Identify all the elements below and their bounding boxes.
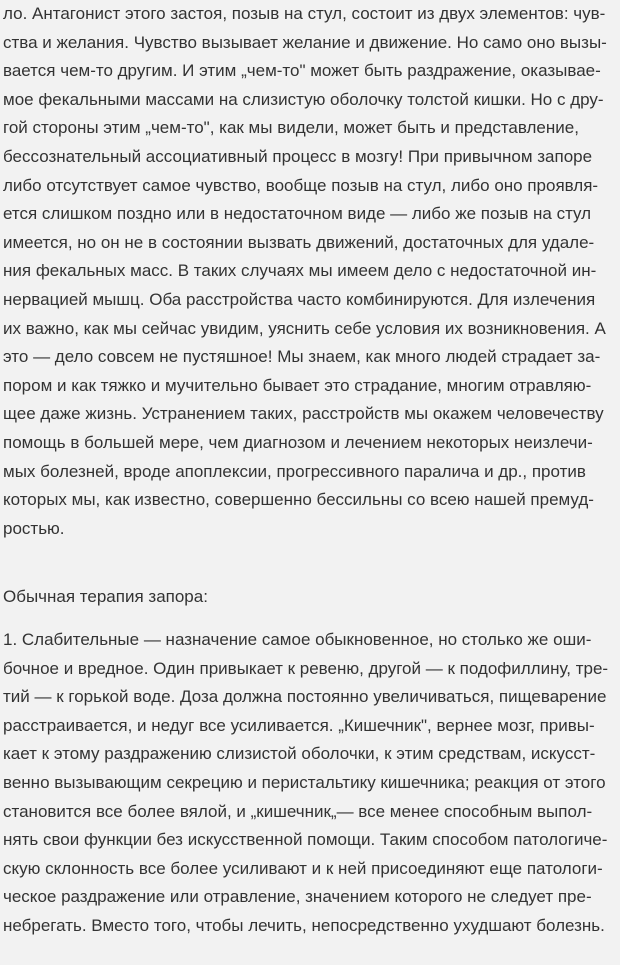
- text-line: которых мы, как известно, совершенно бессильны со всею нашей премуд-: [3, 490, 594, 510]
- text-line: ческое раздражение или отравление, значением которого не следует пре-: [3, 887, 592, 907]
- text-line: кает к этому раздражению слизистой оболочки, к этим средствам, искусст-: [3, 744, 596, 764]
- text-line: имеется, но он не в состоянии вызвать движений, достаточных для удале-: [3, 232, 595, 252]
- text-line: бочное и вредное. Один привыкает к ревеню, другой — к подофиллину, тре-: [3, 658, 609, 678]
- text-line: венно вызывающим секрецию и перистальтику кишечника; реакция от этого: [3, 772, 606, 792]
- paragraph-body-2: [3, 626, 608, 941]
- text-line: 1. Слабительные — назначение самое обыкновенное, но столько же оши-: [3, 630, 592, 649]
- text-line: щее даже жизнь. Устранением таких, расстройств мы окажем человечеству: [3, 404, 604, 424]
- text-line: ется слишком поздно или в недостаточном виде — либо же позыв на стул: [3, 204, 592, 224]
- text-line: ния фекальных масс. В таких случаях мы имеем дело с недостаточной ин-: [3, 261, 597, 281]
- text-line: нервацией мышц. Оба расстройства часто комбинируются. Для излечения: [3, 289, 596, 309]
- text-line: их важно, как мы сейчас увидим, уяснить себе условия их возникновения. А: [3, 318, 606, 338]
- text-line: ства и желания. Чувство вызывает желание и движение. Но само оно вызы-: [3, 32, 607, 52]
- text-line: становится все более вялой, и „кишечник„— все менее способным выпол-: [3, 801, 593, 821]
- text-line: помощь в большей мере, чем диагнозом и лечением некоторых неизлечи-: [3, 432, 593, 452]
- text-line: Обычная терапия запора:: [3, 587, 208, 606]
- text-line: ло. Антагонист этого застоя, позыв на стул, состоит из двух элементов: чув-: [3, 4, 606, 23]
- section-heading-paragraph: [3, 583, 208, 612]
- text-line: расстраивается, и недуг все усиливается. „Кишечник", вернее мозг, привы-: [3, 715, 595, 735]
- text-line: это — дело совсем не пустяшное! Мы знаем, как много людей страдает за-: [3, 347, 601, 367]
- text-line: бессознательный ассоциативный процесс в мозгу! При привычном запоре: [3, 146, 593, 166]
- text-line: мых болезней, вроде апоплексии, прогрессивного паралича и др., против: [3, 461, 586, 481]
- text-line: пором и как тяжко и мучительно бывает это страдание, многим отравляю-: [3, 375, 592, 395]
- text-line: скую склонность все более усиливают и к ней присоединяют еще патологи-: [3, 858, 603, 878]
- text-line: тий — к горькой воде. Доза должна постоянно увеличиваться, пищеварение: [3, 687, 607, 707]
- text-line: нять свои функции без искусственной помощи. Таким способом патологиче-: [3, 830, 608, 850]
- text-line: вается чем-то другим. И этим „чем-то" может быть раздражение, оказывае-: [3, 61, 601, 81]
- text-line: либо отсутствует самое чувство, вообще позыв на стул, либо оно проявля-: [3, 175, 599, 195]
- text-line: мое фекальными массами на слизистую оболочку толстой кишки. Но с дру-: [3, 89, 604, 109]
- text-line: гой стороны этим „чем-то", как мы видели, может быть и представление,: [3, 118, 579, 138]
- text-line: небрегать. Вместо того, чтобы лечить, непосредственно ухудшают болезнь.: [3, 915, 605, 935]
- paragraph-body-1: [3, 0, 607, 543]
- text-line: ростью.: [3, 518, 65, 538]
